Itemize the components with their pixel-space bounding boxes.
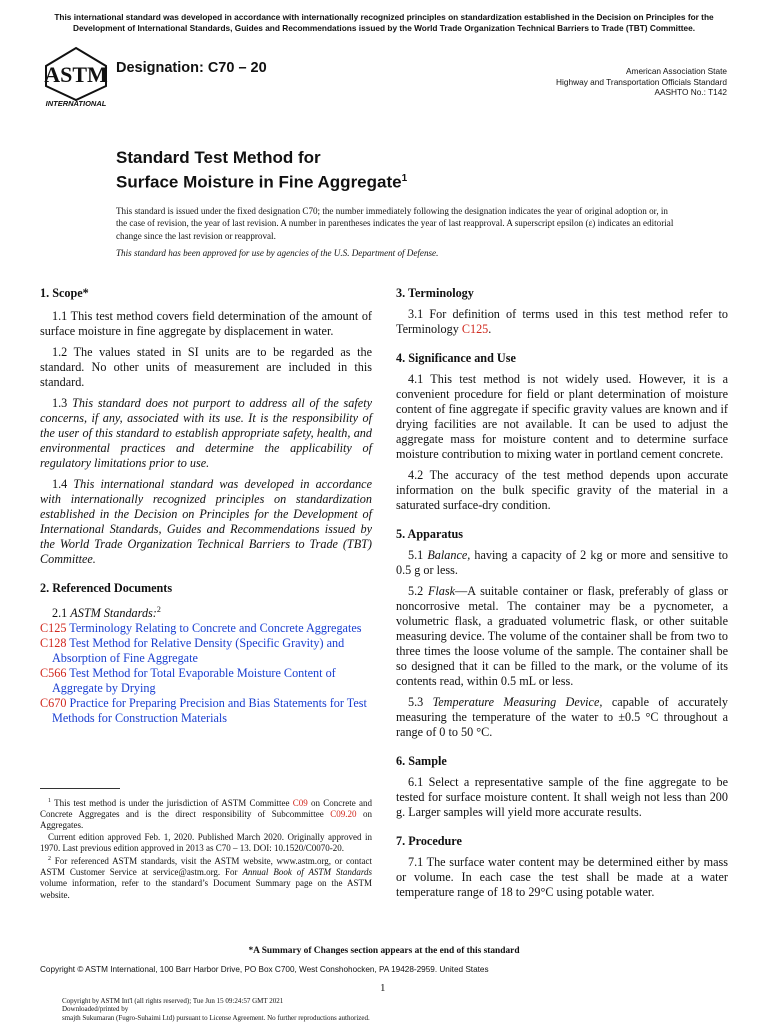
title-footnote-mark: 1 [401,173,408,184]
title-line2: Surface Moisture in Fine Aggregate [116,172,402,192]
ref-code-link[interactable]: C125 [40,621,67,636]
ref-title-link[interactable]: Test Method for Relative Density (Specific Gravity) and Absorption of Fine Aggregate [52,636,345,666]
aashto-line1: American Association State [626,66,727,76]
apparatus-5-2-term: Flask [427,584,456,598]
apparatus-5-1-num: 5.1 [408,548,428,562]
ref-title-link[interactable]: Terminology Relating to Concrete and Concrete Aggregates [69,621,362,636]
refdocs-2-1-text: ASTM Standards: [70,606,157,621]
terminology-c125-link[interactable]: C125 [461,322,489,336]
footnote-2-text-a: For referenced ASTM standards, visit the ASTM website, www.astm.org, or contact ASTM Customer Service at service@astm.org. For [40,856,372,878]
document-title [116,147,407,193]
apparatus-5-1-text: having a capacity of 2 kg or more and sensitive to 0.5 g or less. [396,548,728,577]
aashto-block [556,66,727,98]
footnote-committee-link[interactable]: C09 [292,798,308,808]
sample-6-1: 6.1 Select a representative sample of the fine aggregate to be tested for surface moisture content. It shall weigh not less than 200 g. Larger samples will yield more accurate results. [396,775,728,819]
ref-title-link[interactable]: Practice for Preparing Precision and Bias Statements for Test Methods for Construction Materials [52,696,367,726]
procedure-7-1: 7.1 The surface water content may be determined either by mass or volume. In each case the test shall be made at a water temperature range of 18 to 29°C using potable water. [396,855,728,899]
apparatus-5-1-term: Balance, [427,548,471,562]
refdocs-footnote-mark: 2 [156,605,161,614]
wto-notice: This international standard was developed in accordance with internationally recognized principles on standardization established in the Decision on Principles for the Development of International Standards, Guides and Recommendations issued by the World Trade Organization Technical Barriers to Trade (TBT) Committee. [54,12,714,33]
footnote-divider [40,788,120,789]
astm-logo-subtext: INTERNATIONAL [45,99,107,108]
apparatus-heading: 5. Apparatus [396,527,464,541]
refdocs-2-1 [40,602,372,621]
apparatus-5-3-term: Temperature Measuring Device, [432,695,603,709]
scope-1-4-num: 1.4 [52,477,74,491]
procedure-heading: 7. Procedure [396,834,462,848]
left-column [40,286,372,726]
issuance-note: This standard is issued under the fixed designation C70; the number immediately following the designation indicates the year of original adoption or, in the case of revision, the year of last revision. A number in parentheses indicates the year of last reapproval. A superscript epsilon (ε) indicates an editorial change since the last revision or reapproval. [116,206,674,241]
footnote-1-edition: Current edition approved Feb. 1, 2020. Published March 2020. Originally approved in 1970. Last previous edition approved in 2013 as C70 – 13. DOI: 10.1520/C0070-20. [40,831,372,853]
apparatus-5-3-text: capable of accurately measuring the temperature of the water to ±0.5 °C throughout a range of 0 to 50 °C. [396,695,728,739]
ref-code-link[interactable]: C670 [40,696,67,711]
title-line1: Standard Test Method for [116,148,321,167]
apparatus-5-3-num: 5.3 [408,695,433,709]
footnotes [40,796,372,901]
designation: Designation: C70 – 20 [116,60,267,76]
footnote-1-text-c: on Aggregates. [40,809,372,831]
right-column [396,286,728,900]
scope-1-3 [40,396,372,471]
ref-code-link[interactable]: C128 [40,636,67,651]
footnote-2: $^2$ For referenced ASTM standards, visit the ASTM website, www.astm.org, or contact ASTM Customer Service at service@astm.org. For Annual Book of ASTM Standards volume information, refer to the standard’s Document Summary page on the ASTM website. [40,856,372,900]
scope-1-2: 1.2 The values stated in SI units are to be regarded as the standard. No other units of measurement are included in this standard. [40,345,372,389]
scope-1-4-text: This international standard was developed in accordance with internationally recognized principles on standardization established in the Decision on Principles for the Development of International Standards, Guides and Recommendations issued by the World Trade Organization Technical Barriers to Trade (TBT) Committee. [40,477,372,566]
ref-item[interactable] [40,621,372,636]
summary-of-changes-note: *A Summary of Changes section appears at the end of this standard [248,946,520,956]
scope-1-1: 1.1 This test method covers field determination of the amount of surface moisture in fine aggregate by displacement in water. [40,309,372,338]
refdocs-2-1-num: 2.1 [52,606,71,621]
apparatus-5-2-text: —A suitable container or flask, preferably of glass or noncorrosive metal. The container may be a pycnometer, a volumetric flask, a graduated volumetric flask, or other suitable measuring device. The volume of the container shall be from two to three times the loose volume of the sample. The container shall be so designed that it can be filled to the mark, or the volume of its contents read, within 0.5 mL or less. [396,584,728,688]
dod-approval-note: This standard has been approved for use by agencies of the U.S. Department of Defense. [116,248,439,258]
ref-item[interactable] [40,636,372,666]
download-stamp [62,997,370,1022]
terminology-3-1-end: . [488,322,492,336]
download-line2: Downloaded/printed by [62,1005,129,1014]
copyright-line: Copyright © ASTM International, 100 Barr Harbor Drive, PO Box C700, West Conshohocken, PA 19428-2959. United States [40,965,489,974]
significance-heading: 4. Significance and Use [396,351,516,365]
astm-logo-text: ASTM [44,62,108,87]
download-line1: Copyright by ASTM Int'l (all rights reserved); Tue Jun 15 09:24:57 GMT 2021 [62,997,284,1005]
sample-heading: 6. Sample [396,754,447,768]
apparatus-5-2 [396,584,728,689]
terminology-heading: 3. Terminology [396,286,474,300]
significance-4-1: 4.1 This test method is not widely used. However, it is a convenient procedure for field or plant determination of moisture content of fine aggregate if specific gravity values are known and if drying facilities are not available. It can be used to adjust the aggregate mass for moisture content and to determine surface moisture contribution to mixing water in portland cement concrete. [396,372,728,461]
ref-code-link[interactable]: C566 [40,666,67,681]
aashto-line2: Highway and Transportation Officials Standard [556,76,727,87]
terminology-3-1-text: 3.1 For definition of terms used in this test method refer to Terminology [396,307,728,336]
aashto-line3: AASHTO No.: T142 [654,87,727,97]
ref-title-link[interactable]: Test Method for Total Evaporable Moisture Content of Aggregate by Drying [52,666,336,696]
astm-logo [40,46,112,108]
ref-item[interactable] [40,666,372,696]
footnote-2-italic: Annual Book of ASTM Standards [242,867,372,878]
footnote-1-text-a: This test method is under the jurisdiction of ASTM Committee [54,798,293,808]
scope-1-3-num: 1.3 [52,396,73,410]
apparatus-5-3 [396,695,728,740]
page-number: 1 [380,982,386,994]
download-line3: smajth Sukumaran (Fugro-Suhaimi Ltd) pursuant to License Agreement. No further reproductions authorized. [62,1013,370,1022]
significance-4-2: 4.2 The accuracy of the test method depends upon accurate information on the bulk specific gravity of the material in a saturated surface-dry condition. [396,468,728,512]
terminology-3-1 [396,307,728,337]
astm-logo-icon [40,46,112,108]
ref-item[interactable] [40,696,372,726]
footnote-1: $^1$ This test method is under the jurisdiction of ASTM Committee C09 on Concrete and Concrete Aggregates and is the direct responsibility of Subcommittee C09.20 on Aggregates. [40,798,373,831]
apparatus-5-2-num: 5.2 [408,584,428,598]
scope-heading: 1. Scope* [40,286,89,300]
scope-1-3-text: This standard does not purport to address all of the safety concerns, if any, associated with its use. It is the responsibility of the user of this standard to establish appropriate safety, health, and environmental practices and determine the applicability of regulatory limitations prior to use. [40,396,372,470]
refdocs-heading: 2. Referenced Documents [40,581,173,595]
apparatus-5-1 [396,548,728,578]
footnote-1-text-b: on Concrete and Concrete Aggregates and is the direct responsibility of Subcommittee [40,798,373,820]
footnote-2-text-b: volume information, refer to the standard’s Document Summary page on the ASTM website. [40,878,372,900]
scope-1-4 [40,477,372,567]
footnote-subcommittee-link[interactable]: C09.20 [330,809,357,820]
